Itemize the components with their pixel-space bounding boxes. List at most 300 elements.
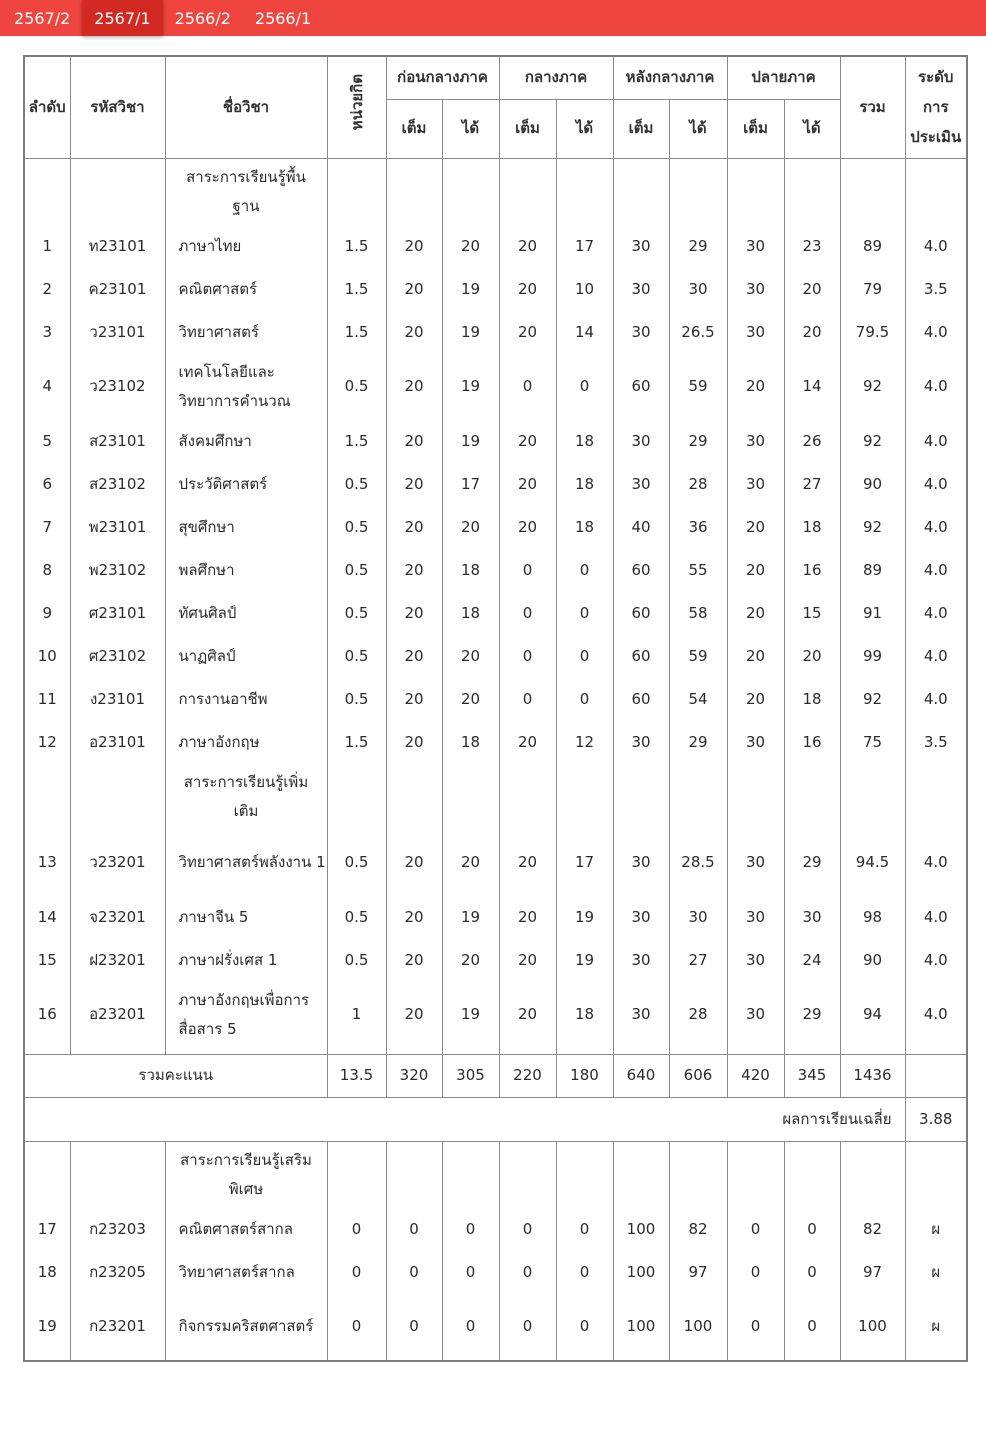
empty-cell [669, 764, 727, 830]
row-grade: 4.0 [905, 896, 967, 939]
row-pre-got: 18 [442, 721, 499, 764]
empty-cell [840, 1141, 905, 1208]
sub-header-got: ได้ [556, 99, 613, 158]
row-credit: 0.5 [327, 354, 386, 420]
row-total: 97 [840, 1251, 905, 1294]
row-pre-full: 20 [386, 896, 442, 939]
row-credit: 0.5 [327, 830, 386, 896]
sub-header-full: เต็ม [613, 99, 669, 158]
row-grade: 4.0 [905, 420, 967, 463]
row-total: 90 [840, 463, 905, 506]
row-grade: ผ [905, 1208, 967, 1251]
row-subject-name: คณิตศาสตร์สากล [165, 1208, 327, 1251]
row-fin-full: 0 [727, 1251, 784, 1294]
group-header-row [24, 764, 967, 830]
row-credit: 0.5 [327, 896, 386, 939]
row-post-full: 30 [613, 939, 669, 982]
empty-cell [556, 764, 613, 830]
summary-body [24, 1054, 967, 1141]
table-row [24, 268, 967, 311]
sum-label: รวมคะแนน [24, 1054, 327, 1097]
row-order: 4 [24, 354, 70, 420]
row-mid-got: 0 [556, 1294, 613, 1361]
row-mid-got: 0 [556, 1251, 613, 1294]
empty-cell [24, 158, 70, 225]
group-header-row [24, 1141, 967, 1208]
table-row [24, 1294, 967, 1361]
table-header [24, 56, 967, 158]
row-pre-got: 19 [442, 420, 499, 463]
row-code: อ23101 [70, 721, 165, 764]
row-fin-got: 24 [784, 939, 840, 982]
row-post-got: 29 [669, 225, 727, 268]
empty-cell [727, 764, 784, 830]
col-post-mid-header: หลังกลางภาค [613, 56, 727, 99]
row-code: ง23101 [70, 678, 165, 721]
empty-cell [386, 1141, 442, 1208]
group-title: สาระการเรียนรู้เสริมพิเศษ [165, 1141, 327, 1208]
row-subject-name: พลศึกษา [165, 549, 327, 592]
row-credit: 1.5 [327, 721, 386, 764]
empty-cell [613, 1141, 669, 1208]
row-subject-name: การงานอาชีพ [165, 678, 327, 721]
row-fin-full: 20 [727, 549, 784, 592]
row-subject-name: ภาษาจีน 5 [165, 896, 327, 939]
row-credit: 1.5 [327, 420, 386, 463]
row-pre-got: 19 [442, 354, 499, 420]
empty-cell [70, 1141, 165, 1208]
row-pre-full: 0 [386, 1251, 442, 1294]
row-pre-full: 20 [386, 678, 442, 721]
row-fin-got: 16 [784, 549, 840, 592]
row-pre-got: 0 [442, 1251, 499, 1294]
empty-cell [905, 1141, 967, 1208]
row-mid-full: 0 [499, 1251, 556, 1294]
row-post-full: 60 [613, 592, 669, 635]
empty-cell [70, 764, 165, 830]
row-code: พ23102 [70, 549, 165, 592]
table-row [24, 939, 967, 982]
row-code: ฝ23201 [70, 939, 165, 982]
row-mid-full: 20 [499, 463, 556, 506]
empty-cell [727, 1141, 784, 1208]
row-mid-got: 0 [556, 635, 613, 678]
row-post-full: 30 [613, 896, 669, 939]
sum-total: 1436 [840, 1054, 905, 1097]
row-post-got: 58 [669, 592, 727, 635]
row-mid-full: 0 [499, 635, 556, 678]
row-fin-full: 20 [727, 354, 784, 420]
row-pre-got: 20 [442, 506, 499, 549]
row-total: 89 [840, 225, 905, 268]
row-total: 92 [840, 506, 905, 549]
special-subjects-body [24, 1141, 967, 1361]
row-fin-got: 23 [784, 225, 840, 268]
sub-header-full: เต็ม [727, 99, 784, 158]
row-mid-got: 0 [556, 354, 613, 420]
row-grade: 4.0 [905, 592, 967, 635]
row-total: 94 [840, 982, 905, 1048]
row-pre-got: 20 [442, 830, 499, 896]
row-order: 14 [24, 896, 70, 939]
row-credit: 0 [327, 1294, 386, 1361]
col-final-header: ปลายภาค [727, 56, 840, 99]
row-post-full: 60 [613, 635, 669, 678]
row-mid-got: 17 [556, 225, 613, 268]
row-order: 1 [24, 225, 70, 268]
row-post-got: 100 [669, 1294, 727, 1361]
table-row [24, 830, 967, 896]
row-fin-got: 20 [784, 635, 840, 678]
row-fin-full: 20 [727, 678, 784, 721]
tab-2566-2[interactable]: 2566/2 [174, 8, 231, 28]
tab-2566-1[interactable]: 2566/1 [254, 8, 312, 28]
row-fin-got: 0 [784, 1294, 840, 1361]
row-code: ท23101 [70, 225, 165, 268]
row-mid-full: 20 [499, 896, 556, 939]
table-row [24, 1251, 967, 1294]
row-code: ก23205 [70, 1251, 165, 1294]
row-fin-got: 16 [784, 721, 840, 764]
empty-cell [784, 764, 840, 830]
grades-table-wrapper [23, 55, 968, 1362]
row-code: ก23203 [70, 1208, 165, 1251]
row-order: 16 [24, 982, 70, 1048]
group-title: สาระการเรียนรู้เพิ่มเติม [165, 764, 327, 830]
group-header-row [24, 158, 967, 225]
row-subject-name: คณิตศาสตร์ [165, 268, 327, 311]
row-mid-full: 0 [499, 1294, 556, 1361]
empty-cell [499, 764, 556, 830]
empty-cell [327, 764, 386, 830]
row-post-got: 59 [669, 354, 727, 420]
row-fin-full: 30 [727, 830, 784, 896]
row-total: 75 [840, 721, 905, 764]
row-order: 13 [24, 830, 70, 896]
row-grade: 4.0 [905, 678, 967, 721]
row-mid-got: 18 [556, 420, 613, 463]
row-grade: 3.5 [905, 268, 967, 311]
row-grade: 4.0 [905, 311, 967, 354]
row-grade: 4.0 [905, 463, 967, 506]
row-order: 15 [24, 939, 70, 982]
row-subject-name: สุขศึกษา [165, 506, 327, 549]
row-credit: 1.5 [327, 311, 386, 354]
row-post-got: 28 [669, 463, 727, 506]
row-subject-name: ทัศนศิลป์ [165, 592, 327, 635]
row-total: 92 [840, 420, 905, 463]
row-fin-full: 30 [727, 463, 784, 506]
row-total: 89 [840, 549, 905, 592]
sum-row [24, 1054, 967, 1097]
row-fin-got: 26 [784, 420, 840, 463]
row-mid-got: 0 [556, 549, 613, 592]
row-pre-got: 19 [442, 311, 499, 354]
row-total: 94.5 [840, 830, 905, 896]
row-order: 12 [24, 721, 70, 764]
row-fin-got: 0 [784, 1208, 840, 1251]
empty-cell [840, 158, 905, 225]
row-pre-full: 20 [386, 225, 442, 268]
row-mid-got: 0 [556, 678, 613, 721]
row-fin-full: 30 [727, 268, 784, 311]
semester-tabbar [0, 0, 986, 36]
row-pre-got: 0 [442, 1294, 499, 1361]
row-post-full: 60 [613, 354, 669, 420]
row-pre-got: 20 [442, 939, 499, 982]
average-row [24, 1097, 967, 1141]
row-code: ส23101 [70, 420, 165, 463]
row-pre-full: 20 [386, 635, 442, 678]
row-post-full: 30 [613, 311, 669, 354]
row-credit: 1.5 [327, 268, 386, 311]
row-grade: 3.5 [905, 721, 967, 764]
row-order: 5 [24, 420, 70, 463]
row-grade: 4.0 [905, 549, 967, 592]
row-mid-full: 20 [499, 830, 556, 896]
sum-mid-got: 180 [556, 1054, 613, 1097]
row-order: 8 [24, 549, 70, 592]
table-row [24, 635, 967, 678]
row-post-got: 29 [669, 721, 727, 764]
row-mid-got: 12 [556, 721, 613, 764]
row-code: ว23101 [70, 311, 165, 354]
row-code: จ23201 [70, 896, 165, 939]
row-fin-full: 30 [727, 225, 784, 268]
table-row [24, 678, 967, 721]
row-code: ศ23102 [70, 635, 165, 678]
empty-cell [442, 158, 499, 225]
row-grade: 4.0 [905, 354, 967, 420]
row-mid-full: 20 [499, 420, 556, 463]
row-pre-full: 20 [386, 592, 442, 635]
row-mid-full: 20 [499, 721, 556, 764]
col-grade-header: ระดับการประเมิน [905, 56, 967, 158]
sum-post-got: 606 [669, 1054, 727, 1097]
average-value: 3.88 [905, 1097, 967, 1141]
row-post-full: 40 [613, 506, 669, 549]
row-credit: 0.5 [327, 549, 386, 592]
empty-cell [24, 764, 70, 830]
empty-cell [386, 158, 442, 225]
empty-cell [442, 764, 499, 830]
empty-cell [499, 1141, 556, 1208]
row-subject-name: ภาษาอังกฤษเพื่อการสื่อสาร 5 [165, 982, 327, 1048]
row-fin-full: 20 [727, 592, 784, 635]
table-row [24, 549, 967, 592]
row-pre-full: 20 [386, 506, 442, 549]
row-post-got: 82 [669, 1208, 727, 1251]
empty-cell [784, 1141, 840, 1208]
row-post-full: 30 [613, 982, 669, 1048]
table-row [24, 463, 967, 506]
row-order: 9 [24, 592, 70, 635]
sum-credit: 13.5 [327, 1054, 386, 1097]
row-pre-got: 18 [442, 549, 499, 592]
sum-post-full: 640 [613, 1054, 669, 1097]
row-mid-got: 18 [556, 506, 613, 549]
row-mid-got: 18 [556, 982, 613, 1048]
table-row [24, 896, 967, 939]
row-fin-got: 14 [784, 354, 840, 420]
row-post-got: 55 [669, 549, 727, 592]
row-order: 7 [24, 506, 70, 549]
row-mid-full: 0 [499, 549, 556, 592]
row-mid-full: 20 [499, 311, 556, 354]
row-grade: 4.0 [905, 982, 967, 1048]
row-post-full: 30 [613, 268, 669, 311]
row-grade: 4.0 [905, 830, 967, 896]
row-subject-name: ภาษาอังกฤษ [165, 721, 327, 764]
table-row [24, 1208, 967, 1251]
row-post-full: 30 [613, 721, 669, 764]
row-total: 82 [840, 1208, 905, 1251]
row-fin-full: 0 [727, 1208, 784, 1251]
empty-cell [556, 1141, 613, 1208]
row-pre-got: 19 [442, 896, 499, 939]
row-pre-full: 20 [386, 830, 442, 896]
row-grade: ผ [905, 1251, 967, 1294]
row-mid-full: 20 [499, 268, 556, 311]
empty-cell [784, 158, 840, 225]
empty-cell [442, 1141, 499, 1208]
empty-cell [669, 158, 727, 225]
row-total: 100 [840, 1294, 905, 1361]
row-post-got: 59 [669, 635, 727, 678]
table-row [24, 721, 967, 764]
row-pre-full: 20 [386, 311, 442, 354]
row-post-full: 30 [613, 420, 669, 463]
row-pre-got: 20 [442, 225, 499, 268]
empty-cell [327, 1141, 386, 1208]
row-mid-full: 20 [499, 939, 556, 982]
row-fin-full: 20 [727, 635, 784, 678]
row-credit: 0.5 [327, 635, 386, 678]
row-pre-got: 19 [442, 982, 499, 1048]
row-code: ว23201 [70, 830, 165, 896]
col-order-header: ลำดับ [24, 56, 70, 158]
row-post-got: 54 [669, 678, 727, 721]
empty-cell [386, 764, 442, 830]
col-name-header: ชื่อวิชา [165, 56, 327, 158]
row-post-full: 100 [613, 1251, 669, 1294]
row-post-full: 100 [613, 1208, 669, 1251]
tab-2567-2[interactable]: 2567/2 [14, 8, 71, 28]
row-pre-full: 20 [386, 939, 442, 982]
row-credit: 0.5 [327, 678, 386, 721]
row-credit: 0 [327, 1208, 386, 1251]
empty-cell [905, 764, 967, 830]
sub-header-full: เต็ม [499, 99, 556, 158]
empty-cell [499, 158, 556, 225]
table-row [24, 982, 967, 1048]
row-mid-full: 20 [499, 506, 556, 549]
row-subject-name: สังคมศึกษา [165, 420, 327, 463]
row-grade: 4.0 [905, 225, 967, 268]
sub-header-got: ได้ [442, 99, 499, 158]
sum-grade-empty [905, 1054, 967, 1097]
empty-cell [556, 158, 613, 225]
row-post-got: 29 [669, 420, 727, 463]
empty-cell [727, 158, 784, 225]
row-mid-full: 0 [499, 1208, 556, 1251]
row-grade: 4.0 [905, 939, 967, 982]
row-post-got: 30 [669, 268, 727, 311]
row-order: 2 [24, 268, 70, 311]
row-fin-got: 29 [784, 830, 840, 896]
row-credit: 0.5 [327, 463, 386, 506]
row-subject-name: วิทยาศาสตร์พลังงาน 1 [165, 830, 327, 896]
row-code: ค23101 [70, 268, 165, 311]
table-row [24, 354, 967, 420]
row-order: 10 [24, 635, 70, 678]
row-total: 90 [840, 939, 905, 982]
row-mid-got: 0 [556, 592, 613, 635]
row-fin-full: 30 [727, 896, 784, 939]
row-pre-full: 20 [386, 268, 442, 311]
row-pre-got: 18 [442, 592, 499, 635]
row-post-got: 28 [669, 982, 727, 1048]
row-order: 6 [24, 463, 70, 506]
row-total: 99 [840, 635, 905, 678]
row-grade: 4.0 [905, 506, 967, 549]
row-credit: 0.5 [327, 939, 386, 982]
group-title: สาระการเรียนรู้พื้นฐาน [165, 158, 327, 225]
table-row [24, 311, 967, 354]
row-order: 3 [24, 311, 70, 354]
row-mid-got: 18 [556, 463, 613, 506]
row-subject-name: วิทยาศาสตร์ [165, 311, 327, 354]
row-post-full: 30 [613, 830, 669, 896]
row-post-full: 30 [613, 463, 669, 506]
average-label: ผลการเรียนเฉลี่ย [24, 1097, 905, 1141]
empty-cell [613, 764, 669, 830]
row-mid-full: 0 [499, 354, 556, 420]
sum-pre-got: 305 [442, 1054, 499, 1097]
empty-cell [840, 764, 905, 830]
row-pre-full: 0 [386, 1294, 442, 1361]
row-fin-full: 30 [727, 721, 784, 764]
row-fin-full: 0 [727, 1294, 784, 1361]
row-fin-got: 27 [784, 463, 840, 506]
row-grade: ผ [905, 1294, 967, 1361]
table-row [24, 225, 967, 268]
row-post-got: 26.5 [669, 311, 727, 354]
row-pre-full: 20 [386, 982, 442, 1048]
row-post-got: 28.5 [669, 830, 727, 896]
row-total: 79 [840, 268, 905, 311]
tab-2567-1[interactable]: 2567/1 [82, 0, 162, 36]
row-post-full: 100 [613, 1294, 669, 1361]
row-pre-got: 19 [442, 268, 499, 311]
row-code: อ23201 [70, 982, 165, 1048]
empty-cell [24, 1141, 70, 1208]
row-subject-name: ภาษาฝรั่งเศส 1 [165, 939, 327, 982]
row-subject-name: นาฏศิลป์ [165, 635, 327, 678]
row-mid-got: 14 [556, 311, 613, 354]
row-fin-got: 20 [784, 268, 840, 311]
row-fin-got: 0 [784, 1251, 840, 1294]
row-fin-got: 18 [784, 678, 840, 721]
row-fin-got: 29 [784, 982, 840, 1048]
row-mid-got: 19 [556, 939, 613, 982]
row-mid-full: 0 [499, 678, 556, 721]
row-post-got: 27 [669, 939, 727, 982]
table-row [24, 420, 967, 463]
sub-header-full: เต็ม [386, 99, 442, 158]
row-pre-got: 0 [442, 1208, 499, 1251]
row-fin-full: 30 [727, 311, 784, 354]
